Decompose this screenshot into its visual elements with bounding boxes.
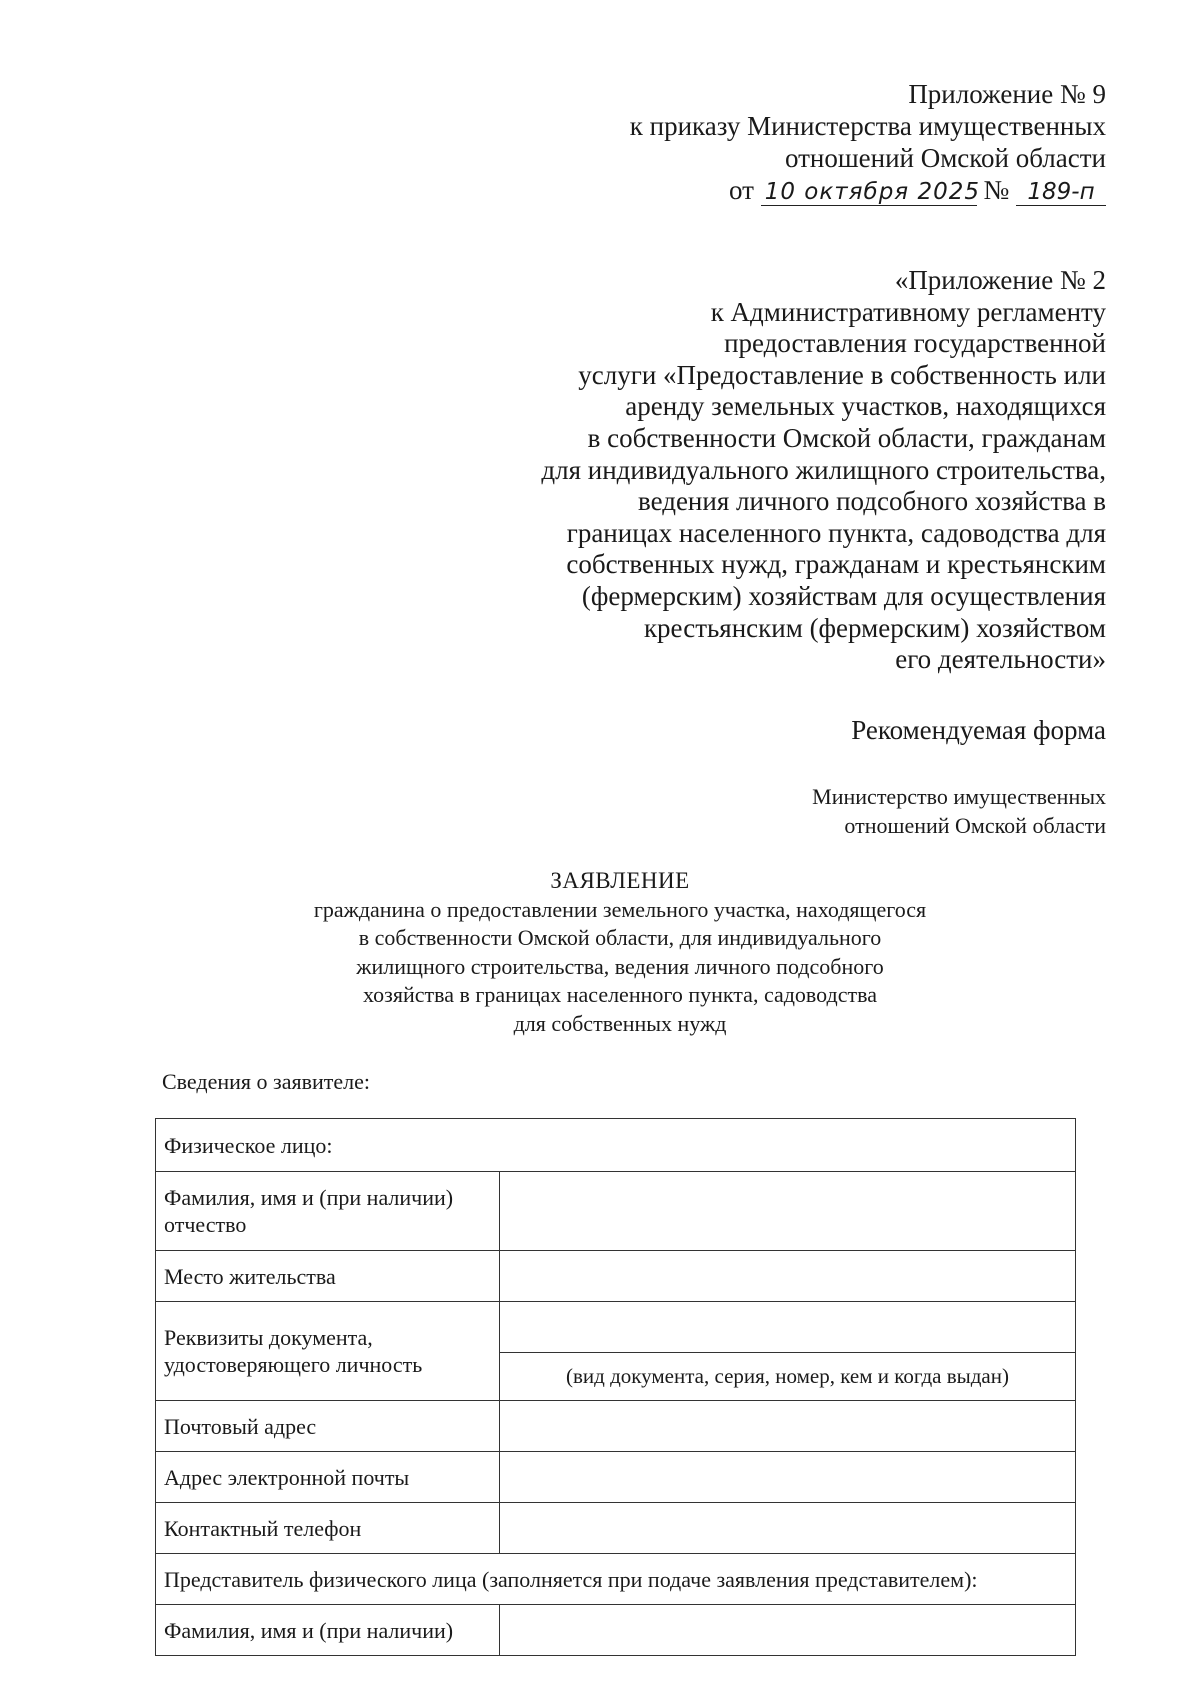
individual-header: Физическое лицо:: [156, 1119, 1076, 1172]
regulation-reference: [541, 265, 1106, 676]
regulation-line: предоставления государственной: [724, 328, 1106, 359]
order-number-label: №: [983, 175, 1010, 205]
title-line: жилищного строительства, ведения личного подсобного: [356, 953, 884, 979]
phone-label: Контактный телефон: [156, 1503, 500, 1554]
postal-address-field[interactable]: [500, 1401, 1076, 1452]
order-line-3: отношений Омской области: [784, 143, 1106, 173]
table-row: [156, 1119, 1076, 1172]
regulation-line: (фермерским) хозяйствам для осуществления: [581, 580, 1106, 611]
email-label: Адрес электронной почты: [156, 1452, 500, 1503]
table-row: [156, 1452, 1076, 1503]
applicant-form-table: [155, 1118, 1076, 1656]
full-name-field[interactable]: [500, 1172, 1076, 1251]
table-row: [156, 1401, 1076, 1452]
order-date-handwritten: 10 октября 2025: [761, 179, 977, 206]
applicant-section-label: Сведения о заявителе:: [162, 1069, 371, 1094]
document-title: [250, 867, 990, 1038]
regulation-line: его деятельности»: [895, 644, 1106, 675]
addressee-line-2: отношений Омской области: [844, 813, 1106, 838]
title-line: в собственности Омской области, для индивидуального: [358, 925, 882, 950]
title-line: гражданина о предоставлении земельного участка, находящегося: [313, 896, 927, 922]
id-document-hint: (вид документа, серия, номер, кем и когда выдан): [500, 1352, 1076, 1400]
order-number-handwritten: 189-п: [1016, 179, 1106, 206]
representative-header: Представитель физического лица (заполняется при подаче заявления представителем):: [156, 1554, 1076, 1605]
title-main: ЗАЯВЛЕНИЕ: [550, 868, 690, 893]
table-row: [156, 1503, 1076, 1554]
regulation-line: крестьянским (фермерским) хозяйством: [643, 612, 1106, 643]
order-date-number-line: [630, 174, 1106, 206]
table-row: [156, 1554, 1076, 1605]
table-row: [156, 1251, 1076, 1302]
regulation-line: «Приложение № 2: [894, 265, 1106, 295]
addressee-line-1: Министерство имущественных: [812, 784, 1106, 809]
residence-label: Место жительства: [156, 1251, 500, 1302]
order-appendix-number: Приложение № 9: [908, 79, 1106, 109]
residence-field[interactable]: [500, 1251, 1076, 1302]
title-line: хозяйства в границах населенного пункта, садоводства: [363, 982, 877, 1007]
email-field[interactable]: [500, 1452, 1076, 1503]
rep-full-name-field[interactable]: [500, 1605, 1076, 1656]
recommended-form-label: Рекомендуемая форма: [851, 715, 1106, 745]
order-reference: [630, 78, 1106, 206]
id-document-label: Реквизиты документа, удостоверяющего личность: [156, 1302, 500, 1401]
id-document-field[interactable]: [500, 1302, 1076, 1353]
regulation-line: в собственности Омской области, гражданам: [587, 422, 1106, 453]
regulation-line: собственных нужд, гражданам и крестьянским: [566, 549, 1106, 580]
regulation-line: к Административному регламенту: [710, 296, 1106, 327]
order-line-2: к приказу Министерства имущественных: [629, 111, 1106, 141]
addressee: [812, 782, 1106, 840]
full-name-label: Фамилия, имя и (при наличии) отчество: [156, 1172, 500, 1251]
table-row: [156, 1302, 1076, 1353]
table-row: [156, 1605, 1076, 1656]
postal-address-label: Почтовый адрес: [156, 1401, 500, 1452]
table-row: [156, 1172, 1076, 1251]
regulation-line: ведения личного подсобного хозяйства в: [637, 486, 1106, 517]
phone-field[interactable]: [500, 1503, 1076, 1554]
regulation-line: для индивидуального жилищного строительства,: [541, 454, 1106, 485]
regulation-line: услуги «Предоставление в собственность или: [578, 359, 1106, 390]
regulation-line: границах населенного пункта, садоводства для: [566, 517, 1106, 548]
order-from-label: от: [729, 175, 754, 205]
rep-full-name-label: Фамилия, имя и (при наличии): [156, 1605, 500, 1656]
regulation-line: аренду земельных участков, находящихся: [625, 391, 1106, 422]
title-line: для собственных нужд: [513, 1010, 727, 1036]
